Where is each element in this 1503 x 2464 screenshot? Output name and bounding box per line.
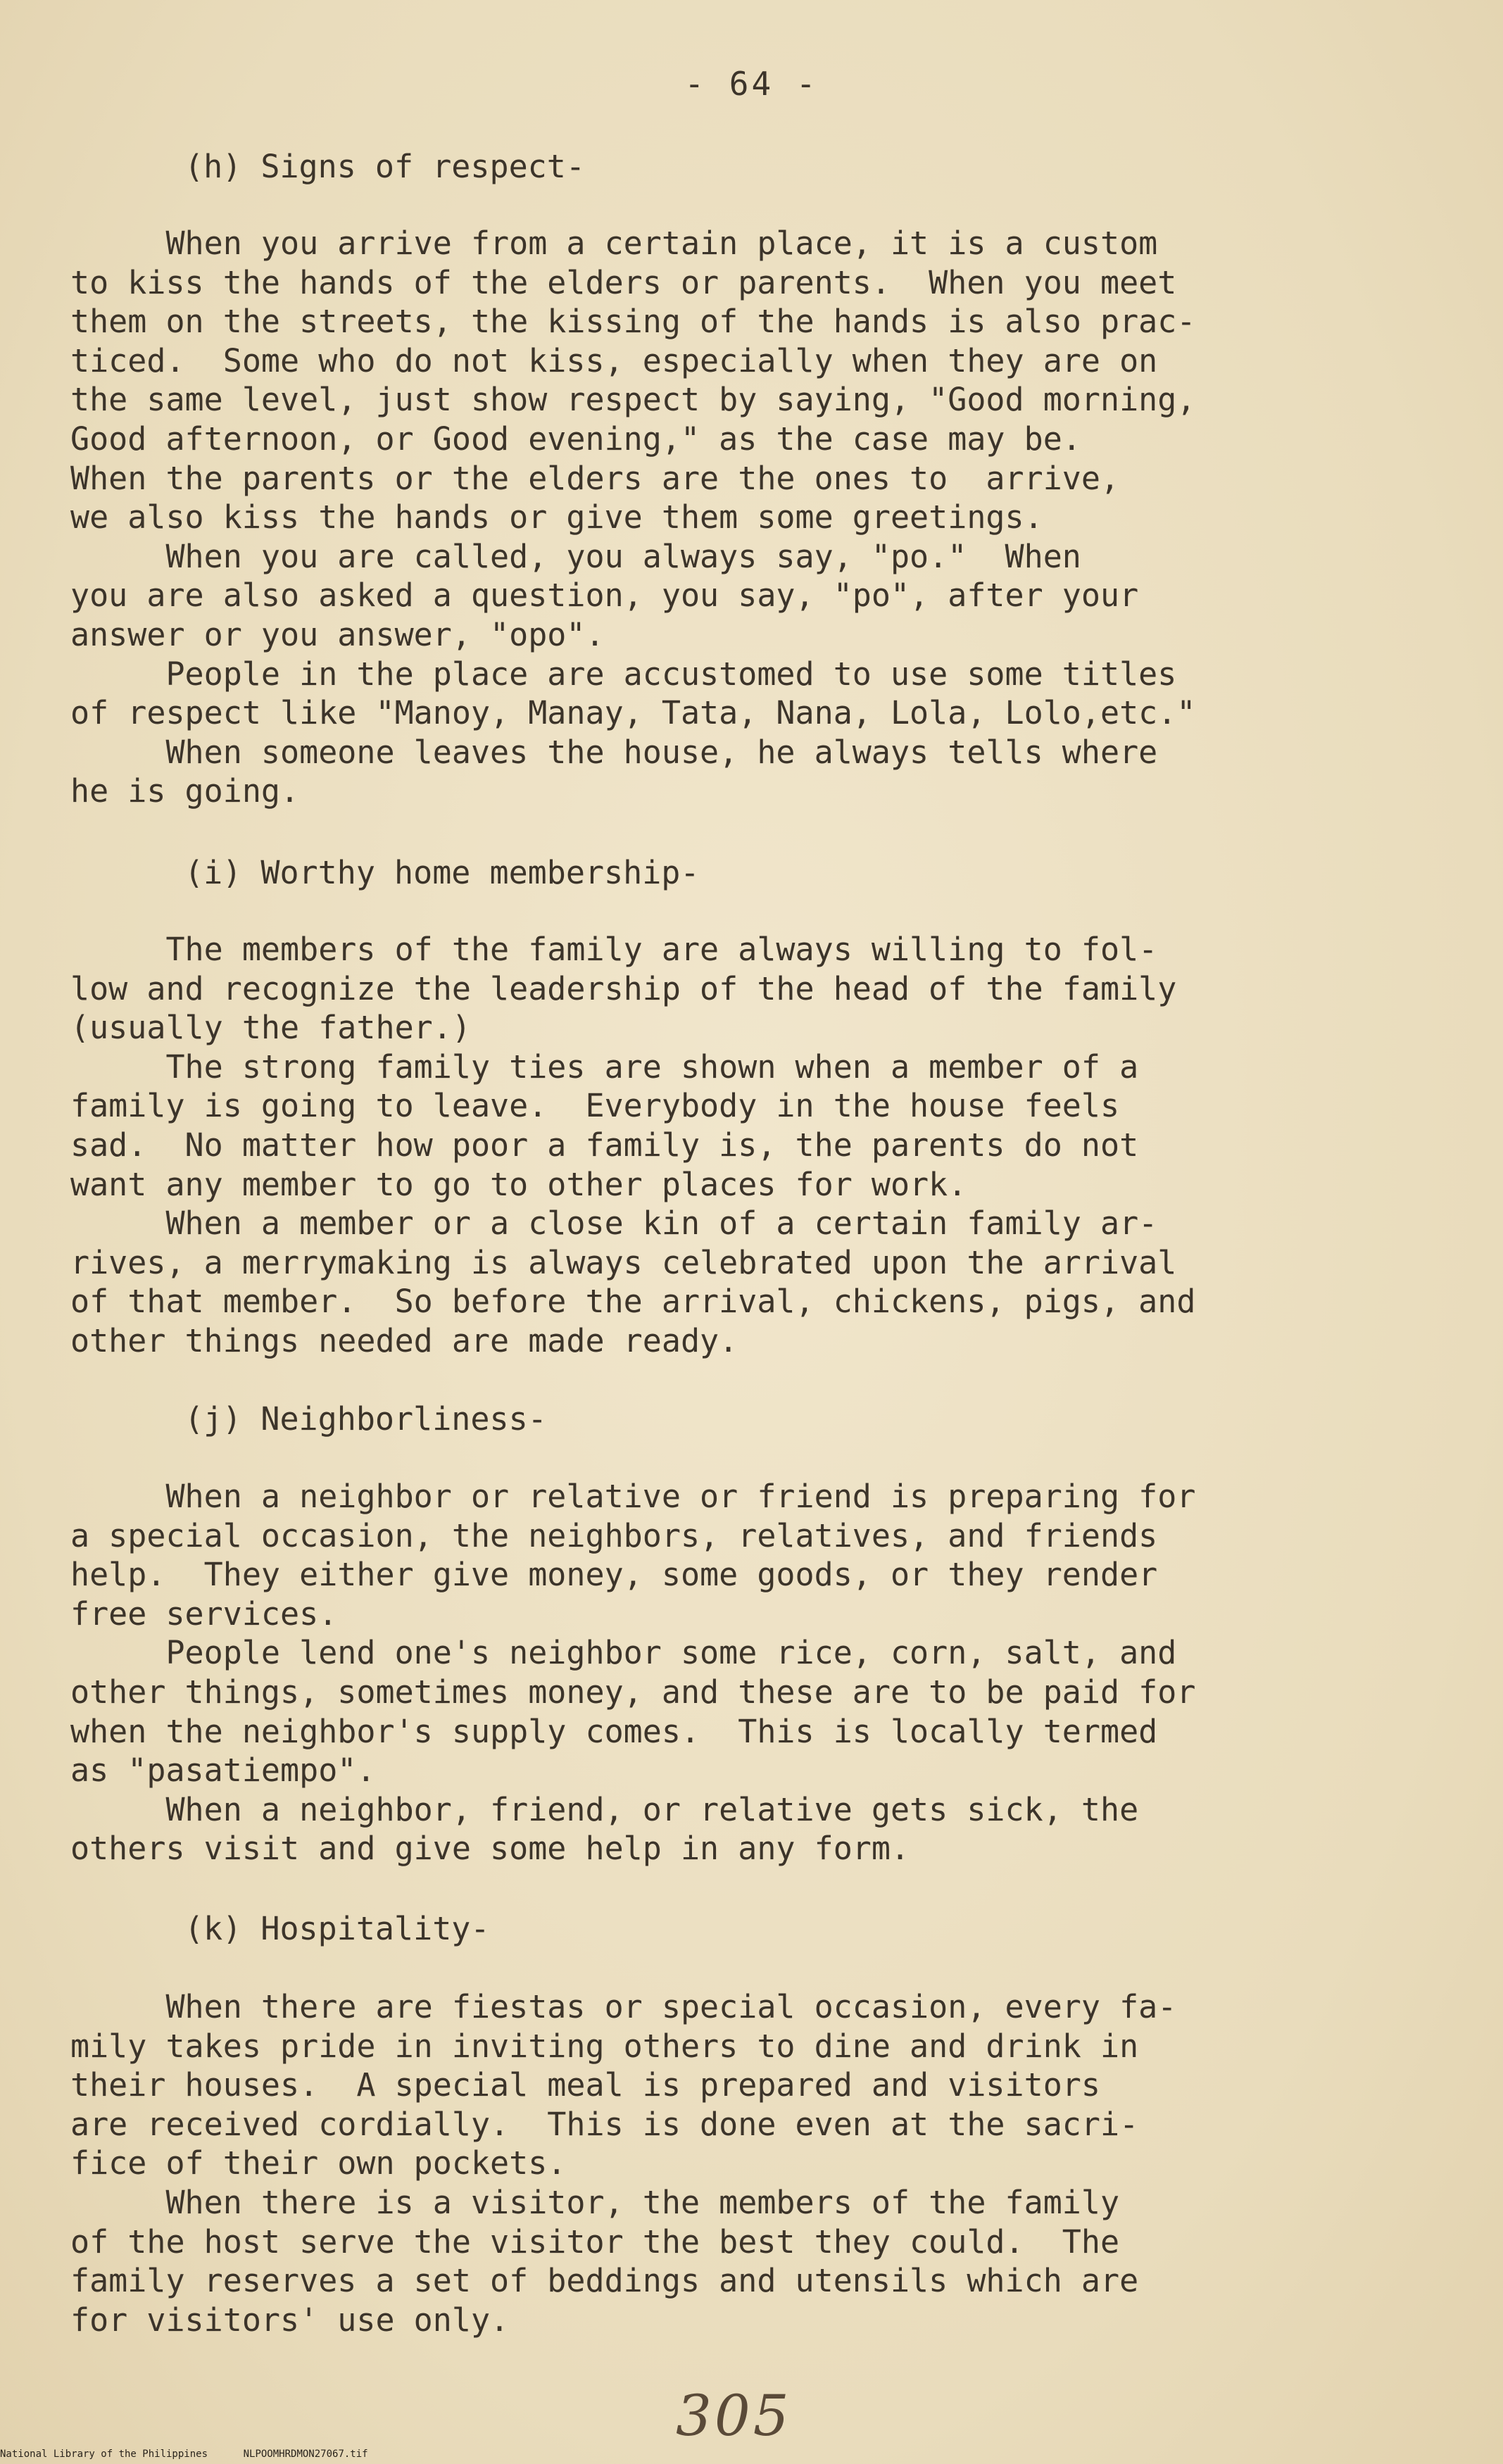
heading-hospitality: (k) Hospitality-	[184, 1910, 490, 1947]
text-line: When you arrive from a certain place, it is a custom	[70, 225, 1158, 262]
text-line: When the parents or the elders are the ones to arrive,	[70, 459, 1120, 497]
text-line: Good afternoon, or Good evening," as the case may be.	[70, 420, 1081, 458]
text-line: of that member. So before the arrival, chickens, pigs, and	[70, 1283, 1196, 1321]
text-line: are received cordially. This is done even at the sacri-	[70, 2105, 1139, 2143]
text-line: others visit and give some help in any form.	[70, 1830, 910, 1868]
heading-neighborliness: (j) Neighborliness-	[184, 1400, 547, 1438]
text-line: free services.	[70, 1595, 338, 1633]
text-line: The members of the family are always willing to fol-	[70, 931, 1158, 968]
heading-signs-of-respect: (h) Signs of respect-	[184, 148, 585, 185]
text-line: rives, a merrymaking is always celebrated upon the arrival	[70, 1243, 1177, 1281]
paragraph-hospitality	[70, 1987, 1471, 2339]
text-line: The strong family ties are shown when a member of a	[70, 1048, 1139, 1086]
text-line: he is going.	[70, 772, 300, 810]
page-number: - 64 -	[684, 65, 819, 103]
text-line: you are also asked a question, you say, "po", after your	[70, 577, 1139, 615]
text-line: other things needed are made ready.	[70, 1321, 738, 1359]
text-line: family reserves a set of beddings and utensils which are	[70, 2262, 1139, 2300]
text-line: When a member or a close kin of a certain family ar-	[70, 1205, 1158, 1243]
text-line: of respect like "Manoy, Manay, Tata, Nana, Lola, Lolo,etc."	[70, 694, 1196, 732]
text-line: family is going to leave. Everybody in the house feels	[70, 1087, 1120, 1125]
scan-footer	[0, 2449, 368, 2460]
text-line: for visitors' use only.	[70, 2301, 510, 2339]
text-line: them on the streets, the kissing of the hands is also prac-	[70, 303, 1196, 341]
paragraph-signs-of-respect	[70, 224, 1471, 811]
text-line: People lend one's neighbor some rice, corn, salt, and	[70, 1634, 1177, 1672]
footer-library: National Library of the Philippines	[0, 2449, 208, 2460]
paragraph-worthy-home-membership	[70, 930, 1471, 1361]
text-line: People in the place are accustomed to use some titles	[70, 655, 1177, 693]
text-line: we also kiss the hands or give them some greetings.	[70, 498, 1043, 536]
text-line: sad. No matter how poor a family is, the parents do not	[70, 1126, 1139, 1164]
text-line: When you are called, you always say, "po." When	[70, 537, 1081, 575]
text-line: when the neighbor's supply comes. This is locally termed	[70, 1712, 1158, 1750]
text-line: want any member to go to other places for work.	[70, 1165, 967, 1203]
text-line: answer or you answer, "opo".	[70, 615, 605, 653]
text-line: When a neighbor or relative or friend is preparing for	[70, 1478, 1196, 1515]
text-line: their houses. A special meal is prepared and visitors	[70, 2066, 1100, 2104]
text-line: a special occasion, the neighbors, relatives, and friends	[70, 1516, 1158, 1554]
footer-filename: NLPOOMHRDMON27067.tif	[243, 2449, 368, 2460]
text-line: When a neighbor, friend, or relative gets sick, the	[70, 1790, 1139, 1828]
text-line: other things, sometimes money, and these are to be paid for	[70, 1673, 1196, 1711]
text-line: When there are fiestas or special occasion, every fa-	[70, 1988, 1177, 2025]
text-line: (usually the father.)	[70, 1009, 471, 1047]
handwritten-page-number: 305	[676, 2383, 792, 2449]
text-line: as "pasatiempo".	[70, 1752, 376, 1790]
text-line: fice of their own pockets.	[70, 2144, 567, 2182]
text-line: the same level, just show respect by saying, "Good morning,	[70, 381, 1196, 419]
paragraph-neighborliness	[70, 1477, 1471, 1868]
text-line: help. They either give money, some goods, or they render	[70, 1556, 1158, 1594]
text-line: When there is a visitor, the members of the family	[70, 2183, 1120, 2221]
text-line: of the host serve the visitor the best they could. The	[70, 2223, 1120, 2261]
heading-worthy-home-membership: (i) Worthy home membership-	[184, 854, 700, 891]
text-line: When someone leaves the house, he always tells where	[70, 733, 1158, 771]
text-line: mily takes pride in inviting others to dine and drink in	[70, 2027, 1139, 2065]
text-line: ticed. Some who do not kiss, especially when they are on	[70, 341, 1158, 379]
text-line: low and recognize the leadership of the head of the family	[70, 969, 1177, 1007]
text-line: to kiss the hands of the elders or parents. When you meet	[70, 263, 1177, 301]
